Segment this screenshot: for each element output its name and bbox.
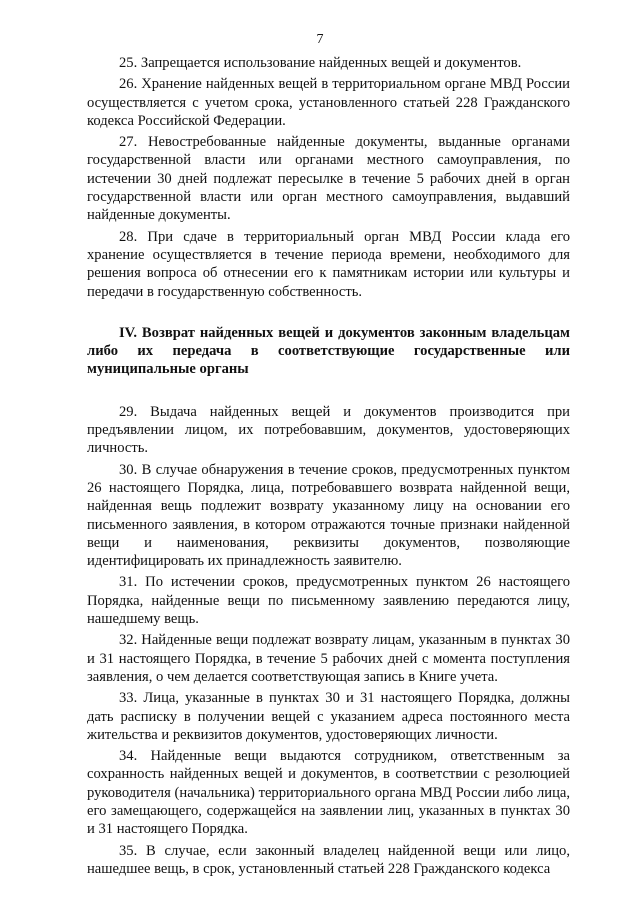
paragraph-31: 31. По истечении сроков, предусмотренных пунктом 26 настоящего Порядка, найденные вещи по письменному заявлению передаются лицу, нашедшему вещь. bbox=[87, 574, 570, 628]
paragraph-25: 25. Запрещается использование найденных вещей и документов. bbox=[119, 55, 522, 71]
paragraph-26: 26. Хранение найденных вещей в территориальном органе МВД России осуществляется с учетом срока, установленного статьей 228 Гражданского кодекса Российской Федерации. bbox=[87, 76, 570, 129]
paragraph-29: 29. Выдача найденных вещей и документов производится при предъявлении лицом, их потребовавшим, документов, удостоверяющих личность. bbox=[87, 403, 570, 457]
section-heading: IV. Возврат найденных вещей и документов законным владельцам либо их передача в соответствующие государственные или муниципальные органы bbox=[87, 324, 570, 378]
paragraph-33: 33. Лица, указанные в пунктах 30 и 31 настоящего Порядка, должны дать расписку в получении вещей с указанием адреса постоянного места жительства и реквизитов документов, удостоверяющих личности. bbox=[87, 690, 570, 743]
paragraph-28: 28. При сдаче в территориальный орган МВД России клада его хранение осуществляется в течение периода времени, необходимого для решения вопроса об отнесении его к памятникам истории или культуры и передачи в государственную собственность. bbox=[87, 228, 570, 300]
paragraph-27: 27. Невостребованные найденные документы, выданные органами государственной власти или органами местного самоуправления, по истечении 30 дней подлежат пересылке в течение 5 рабочих дней в орган государственной власти или орган местного самоуправления, выдавший найденные документы. bbox=[87, 134, 570, 224]
paragraph-34: 34. Найденные вещи выдаются сотрудником, ответственным за сохранность найденных вещей и документов, в соответствии с резолюцией руководителя (начальника) территориального органа МВД России либо лица, его замещающего, содержащейся на заявлении лиц, указанных в пунктах 30 и 31 настоящего Порядка. bbox=[87, 748, 570, 838]
paragraph-32: 32. Найденные вещи подлежат возврату лицам, указанным в пунктах 30 и 31 настоящего Порядка, в течение 5 рабочих дней с момента поступления заявления, о чем делается соответствующая запись в Книге учета. bbox=[87, 632, 570, 685]
document-body bbox=[87, 54, 570, 881]
page-number: 7 bbox=[316, 32, 324, 47]
paragraph-30: 30. В случае обнаружения в течение сроков, предусмотренных пунктом 26 настоящего Порядка, лица, потребовавшего возврата найденной вещи, найденная вещь подлежит возврату указанному лицу на основании его письменного заявления, в котором отражаются точные признаки найденной вещи и наименования, реквизиты документов, позволяющие идентифицировать их принадлежность заявителю. bbox=[87, 461, 570, 570]
paragraph-35: 35. В случае, если законный владелец найденной вещи или лицо, нашедшее вещь, в срок, установленный статьей 228 Гражданского кодекса bbox=[87, 842, 570, 877]
